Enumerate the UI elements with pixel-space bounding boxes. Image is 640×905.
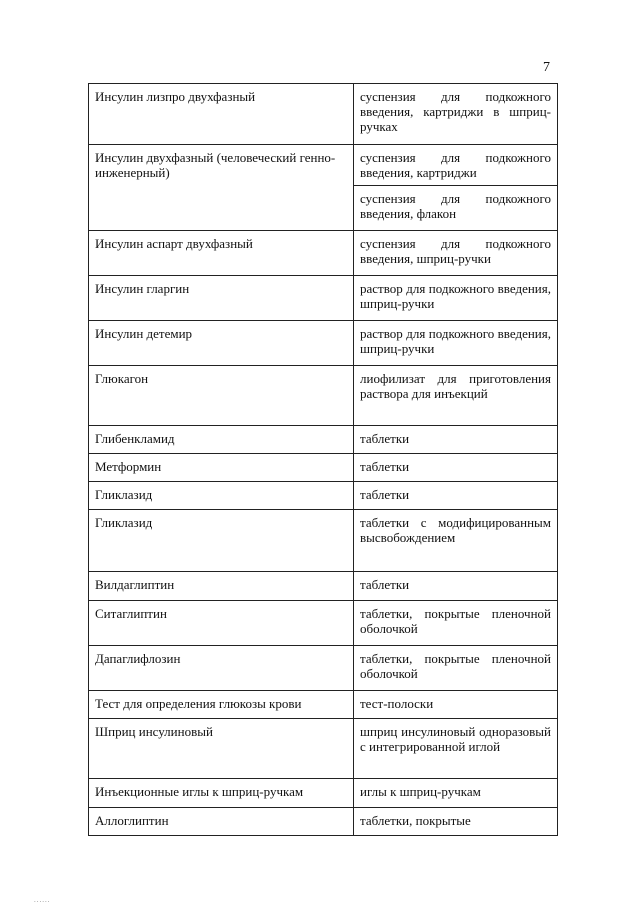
- drug-form: таблетки с модифицированным высвобождением: [354, 510, 558, 572]
- drug-form: таблетки: [354, 482, 558, 510]
- drug-name: Инсулин гларгин: [89, 276, 354, 321]
- drug-name: Глюкагон: [89, 366, 354, 426]
- table-row: [89, 482, 558, 510]
- drug-form: суспензия для подкожного введения, картриджи в шприц-ручках: [354, 84, 558, 145]
- drug-name: Инъекционные иглы к шприц-ручкам: [89, 779, 354, 808]
- table-row: [89, 454, 558, 482]
- drug-name: Инсулин аспарт двухфазный: [89, 231, 354, 276]
- table-row: [89, 572, 558, 601]
- table-row: [89, 601, 558, 646]
- table-row: [89, 145, 558, 186]
- drug-name: Ситаглиптин: [89, 601, 354, 646]
- drug-form: суспензия для подкожного введения, шприц-ручки: [354, 231, 558, 276]
- drug-name: Инсулин лизпро двухфазный: [89, 84, 354, 145]
- table-row: [89, 321, 558, 366]
- drug-name: Гликлазид: [89, 510, 354, 572]
- drug-form: суспензия для подкожного введения, картриджи: [354, 145, 558, 186]
- drug-form: тест-полоски: [354, 691, 558, 719]
- table-row: [89, 510, 558, 572]
- drug-form: таблетки: [354, 572, 558, 601]
- drug-name: Вилдаглиптин: [89, 572, 354, 601]
- table-row: [89, 276, 558, 321]
- drug-name: Дапаглифлозин: [89, 646, 354, 691]
- drug-form: таблетки, покрытые: [354, 808, 558, 836]
- drug-name: Инсулин двухфазный (человеческий генно-инженерный): [89, 145, 354, 231]
- table-row: [89, 779, 558, 808]
- drug-name: Тест для определения глюкозы крови: [89, 691, 354, 719]
- drug-name: Инсулин детемир: [89, 321, 354, 366]
- drug-form: таблетки: [354, 426, 558, 454]
- table-row: [89, 366, 558, 426]
- table-row: [89, 646, 558, 691]
- table-row: [89, 808, 558, 836]
- drug-name: Шприц инсулиновый: [89, 719, 354, 779]
- drug-name: Гликлазид: [89, 482, 354, 510]
- drug-name: Метформин: [89, 454, 354, 482]
- drug-form: таблетки, покрытые пленочной оболочкой: [354, 601, 558, 646]
- drug-form: таблетки, покрытые пленочной оболочкой: [354, 646, 558, 691]
- drug-form: суспензия для подкожного введения, флакон: [354, 186, 558, 231]
- table-row: [89, 719, 558, 779]
- drug-form: раствор для подкожного введения, шприц-ручки: [354, 276, 558, 321]
- table-row: [89, 84, 558, 145]
- page-number: 7: [543, 60, 550, 75]
- drug-name: Глибенкламид: [89, 426, 354, 454]
- scan-mark: ......: [34, 896, 51, 904]
- drug-name: Аллоглиптин: [89, 808, 354, 836]
- drug-table: [88, 83, 558, 836]
- drug-form: лиофилизат для приготовления раствора для инъекций: [354, 366, 558, 426]
- drug-form: таблетки: [354, 454, 558, 482]
- table-row: [89, 691, 558, 719]
- drug-form: раствор для подкожного введения, шприц-ручки: [354, 321, 558, 366]
- drug-form: иглы к шприц-ручкам: [354, 779, 558, 808]
- table-row: [89, 231, 558, 276]
- drug-form: шприц инсулиновый одноразовый с интегрированной иглой: [354, 719, 558, 779]
- table-row: [89, 426, 558, 454]
